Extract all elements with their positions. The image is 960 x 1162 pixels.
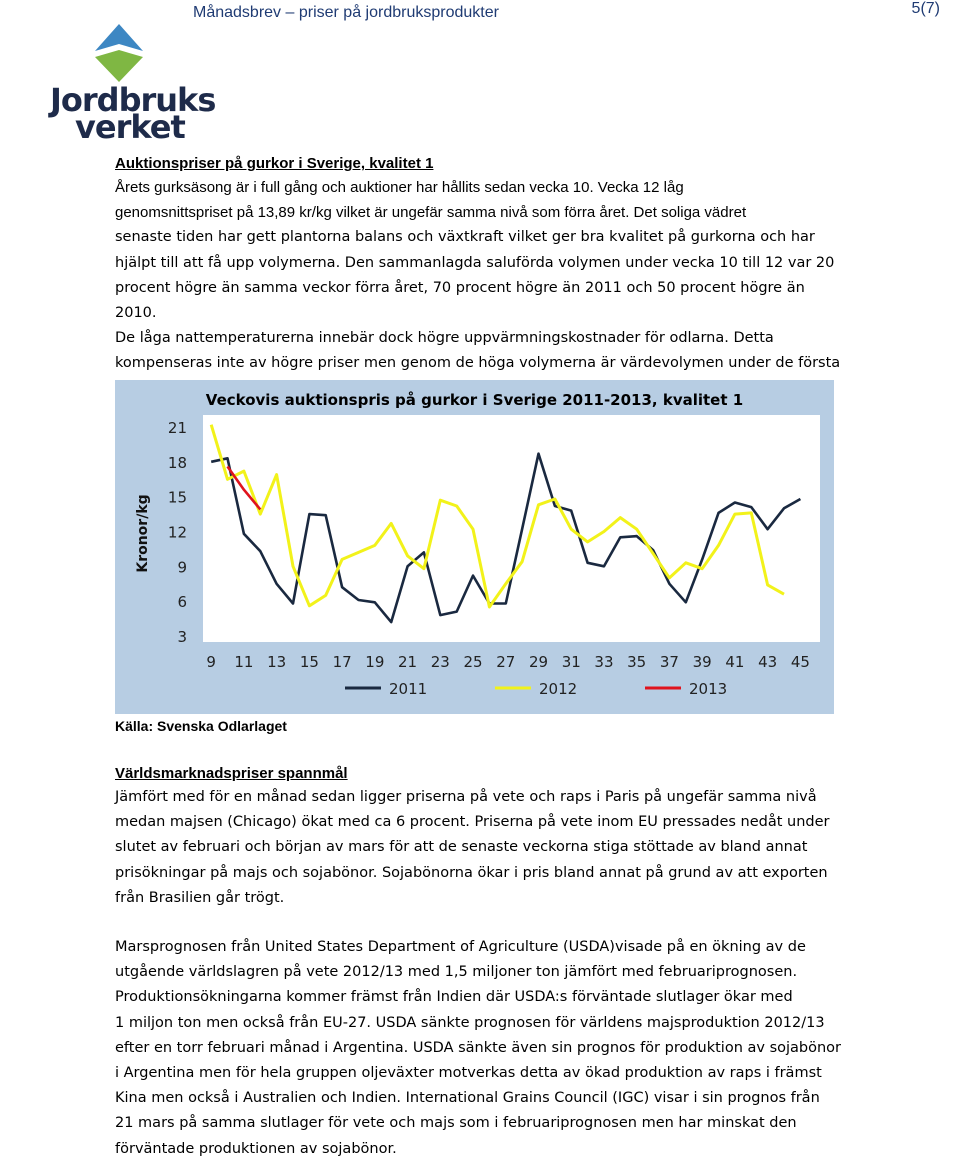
x-tick-label: 43 [758,653,778,671]
x-tick-label: 19 [365,653,385,671]
x-tick-label: 17 [332,653,352,671]
y-tick-label: 18 [167,453,187,472]
x-tick-label: 29 [528,653,549,671]
y-axis-label: Kronor/kg [135,494,151,573]
paragraph-line: slutet av februari och början av mars för att de senaste veckorna stiga stöttade av bland annat [115,839,808,856]
chart-title: Veckovis auktionspris på gurkor i Sverige 2011-2013, kvalitet 1 [205,391,744,409]
x-tick-label: 27 [496,653,516,671]
x-tick-label: 41 [725,653,745,671]
jordbruksverket-logo-icon [50,24,216,146]
paragraph-line: De låga nattemperaturerna innebär dock högre uppvärmningskostnader för odlarna. Detta [115,330,774,347]
paragraph-line: prisökningar på majs och sojabönor. Sojabönorna ökar i pris bland annat på grund av att exporten [115,864,828,881]
paragraph-line: från Brasilien går trögt. [115,889,285,906]
x-tick-label: 21 [398,653,418,671]
y-tick-label: 12 [167,523,187,542]
paragraph-line: 21 mars på samma slutlager för vete och majs som i februariprognosen men har minskat den [115,1115,797,1132]
x-tick-label: 31 [561,653,581,671]
x-tick-label: 23 [430,653,450,671]
chart-source: Källa: Svenska Odlarlaget [115,718,287,734]
paragraph-line: efter en torr februari månad i Argentina. USDA sänkte även sin prognos för produktion av sojabönor [115,1039,842,1056]
section-paragraph [115,785,845,911]
paragraph-line: förväntade produktionen av sojabönor. [115,1140,397,1157]
price-chart [115,380,834,714]
legend-label-2011: 2011 [389,680,428,698]
section-heading: Auktionspriser på gurkor i Sverige, kvalitet 1 [115,155,434,172]
x-tick-label: 25 [463,653,483,671]
y-tick-label: 9 [177,558,187,577]
logo-text-line1: Jordbruks [50,81,216,119]
paragraph-line: Kina men också i Australien och Indien. International Grains Council (IGC) visar i sin prognos från [115,1090,820,1107]
x-tick-label: 33 [594,653,614,671]
paragraph-line: Jämfört med för en månad sedan ligger priserna på vete och raps i Paris på ungefär samma nivå [115,789,817,805]
y-tick-label: 21 [167,419,187,437]
x-tick-label: 15 [299,653,319,671]
logo-text-line2: verket [75,108,185,146]
y-tick-label: 3 [177,628,187,646]
paragraph-line: Produktionsökningarna kommer främst från Indien där USDA:s förväntade slutlager ökar med [115,989,793,1006]
paragraph-line: Marsprognosen från United States Department of Agriculture (USDA)visade på en ökning av de [115,939,806,956]
legend-label-2012: 2012 [539,680,578,698]
paragraph-line: hjälpt till att få upp volymerna. Den sammanlagda saluförda volymen under vecka 10 till 12 var 20 [115,254,835,271]
chart-canvas [115,380,834,714]
paragraph-line: 1 miljon ton men också från EU-27. USDA sänkte prognosen för världens majsproduktion 2012/13 [115,1014,825,1031]
legend-label-2013: 2013 [689,680,728,698]
paragraph-line: i Argentina men för hela gruppen oljeväxter motverkas detta av ökad produktion av raps i främst [115,1065,822,1082]
page-number: 5(7) [911,0,940,17]
logo-emblem [50,24,200,84]
paragraph-line: procent högre än samma veckor förra året, 70 procent högre än 2011 och 50 procent högre än 2010. [115,279,805,322]
paragraph-line: Årets gurksäsong är i full gång och auktioner har hållits sedan vecka 10. Vecka 12 låg [115,179,684,196]
header-title: Månadsbrev – priser på jordbruksprodukter [193,4,499,21]
paragraph-line: genomsnittspriset på 13,89 kr/kg vilket är ungefär samma nivå som förra året. Det soliga vädret [115,204,747,222]
paragraph-line: utgående världslagren på vete 2012/13 med 1,5 miljoner ton jämfört med februariprognosen. [115,964,798,981]
paragraph-line: medan majsen (Chicago) ökat med ca 6 procent. Priserna på vete inom EU pressades nedåt under [115,814,830,831]
x-tick-label: 13 [267,653,287,671]
x-tick-label: 11 [234,653,254,671]
section-spannmal [115,763,845,1162]
section-gurkor [115,153,845,402]
paragraph-line: kompenseras inte av högre priser men genom de höga volymerna är värdevolymen under de första [115,355,841,372]
section-paragraph [115,175,845,402]
paragraph-line: senaste tiden har gett plantorna balans och växtkraft vilket ger bra kvalitet på gurkorna och har [115,229,815,246]
x-tick-label: 35 [627,653,647,671]
x-tick-label: 37 [659,653,679,671]
y-tick-label: 15 [167,488,187,507]
section-heading: Världsmarknadspriser spannmål [115,765,348,782]
x-tick-label: 39 [692,653,712,671]
y-tick-label: 6 [177,593,187,612]
x-tick-label: 9 [206,653,216,671]
section-paragraph [115,935,845,1162]
x-tick-label: 45 [790,653,810,671]
